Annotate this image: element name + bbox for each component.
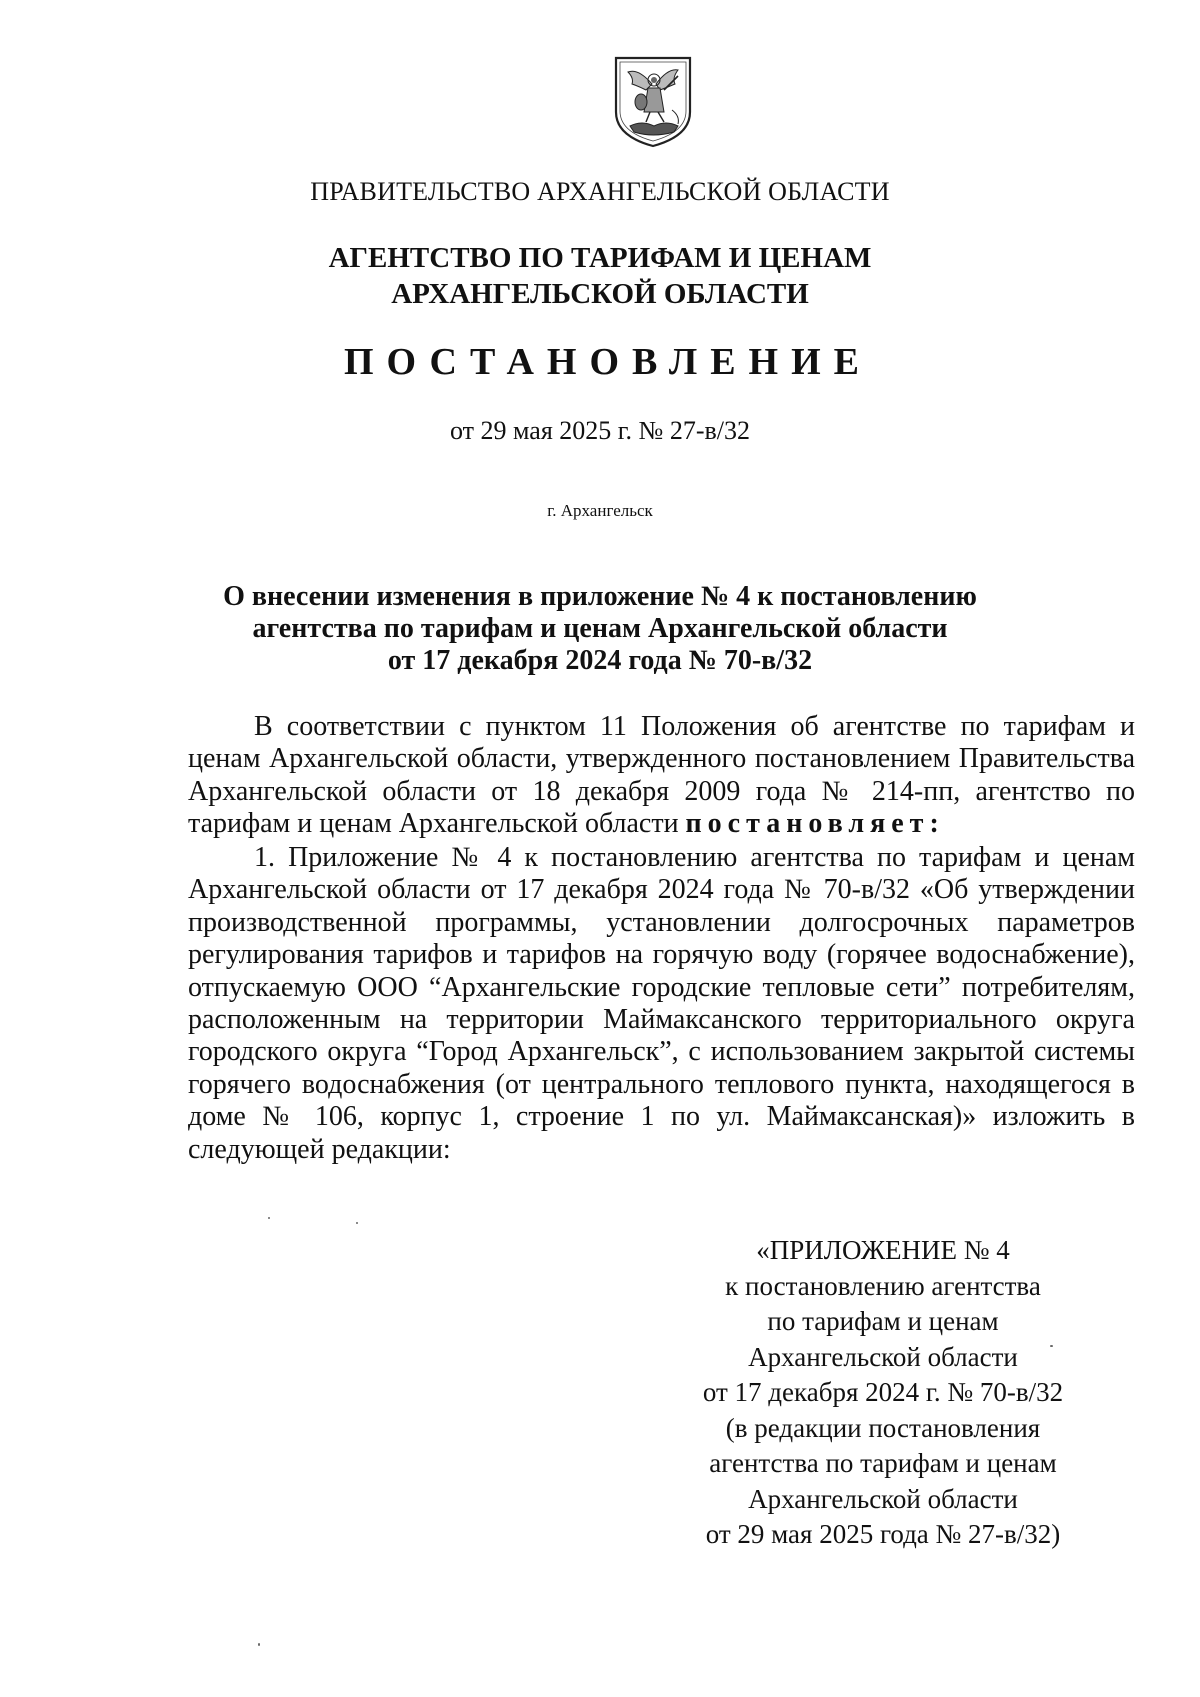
document-subject: [0, 581, 1200, 677]
annex-line-8: Архангельской области: [748, 1483, 1018, 1514]
resolves-colon: :: [929, 808, 939, 840]
subject-line-2: агентства по тарифам и ценам Архангельской области: [252, 613, 948, 644]
subject-line-1: О внесении изменения в приложение № 4 к постановлению: [223, 581, 977, 612]
annex-line-5: от 17 декабря 2024 г. № 70-в/32: [702, 1377, 1064, 1407]
clause-1-paragraph: 1. Приложение № 4 к постановлению агентства по тарифам и ценам Архангельской области от 17 декабря 2024 года № 70-в/32 «Об утверждении производственной программы, установлении долгосрочных параметров регулирования тарифов и тарифов на горячую воду (горячее водоснабжение), отпускаемую ООО “Архангельские городские тепловые сети” потребителям, расположенным на территории Маймаксанского территориального округа городского округа “Город Архангельск”, с использованием закрытой системы горячего водоснабжения (от центрального теплового пункта, находящегося в доме № 106, корпус 1, строение 1 по ул. Маймаксанская)» изложить в следующей редакции:: [188, 842, 1135, 1165]
annex-line-2: к постановлению агентства: [725, 1270, 1041, 1301]
document-type-title: ПОСТАНОВЛЕНИЕ: [343, 341, 873, 383]
annex-line-1: «ПРИЛОЖЕНИЕ № 4: [756, 1235, 1010, 1265]
agency-name-line-1: АГЕНТСТВО ПО ТАРИФАМ И ЦЕНАМ: [328, 242, 872, 274]
preamble-text: В соответствии с пунктом 11 Положения об агентстве по тарифам и ценам Архангельской области, утвержденного постановлением Правительства Архангельской области от 18 декабря 2009 года № 214-пп, агентство по тарифам и ценам Архангельской области: [188, 711, 1135, 840]
annex-line-4: Архангельской области: [748, 1341, 1018, 1372]
document-city: г. Архангельск: [547, 501, 653, 520]
agency-name-line-2: АРХАНГЕЛЬСКОЙ ОБЛАСТИ: [391, 278, 809, 310]
document-date-number: от 29 мая 2025 г. № 27-в/32: [450, 416, 750, 445]
scan-speck: [356, 1222, 358, 1224]
annex-line-6: (в редакции постановления: [725, 1412, 1041, 1443]
resolves-word: постановляет: [685, 808, 930, 840]
annex-line-3: по тарифам и ценам: [767, 1306, 999, 1336]
government-name: ПРАВИТЕЛЬСТВО АРХАНГЕЛЬСКОЙ ОБЛАСТИ: [310, 177, 890, 206]
preamble-paragraph: [188, 711, 1135, 841]
annex-line-7: агентства по тарифам и ценам: [709, 1448, 1057, 1478]
coat-of-arms-icon: [608, 50, 698, 150]
scan-speck: [258, 1643, 260, 1646]
scan-speck: [268, 1217, 270, 1219]
scan-speck: [1050, 1345, 1053, 1347]
annex-line-9: от 29 мая 2025 года № 27-в/32): [705, 1519, 1061, 1549]
annex-reference-block: [668, 1233, 1098, 1553]
agency-name: [0, 240, 1200, 312]
subject-line-3: от 17 декабря 2024 года № 70-в/32: [387, 645, 813, 676]
